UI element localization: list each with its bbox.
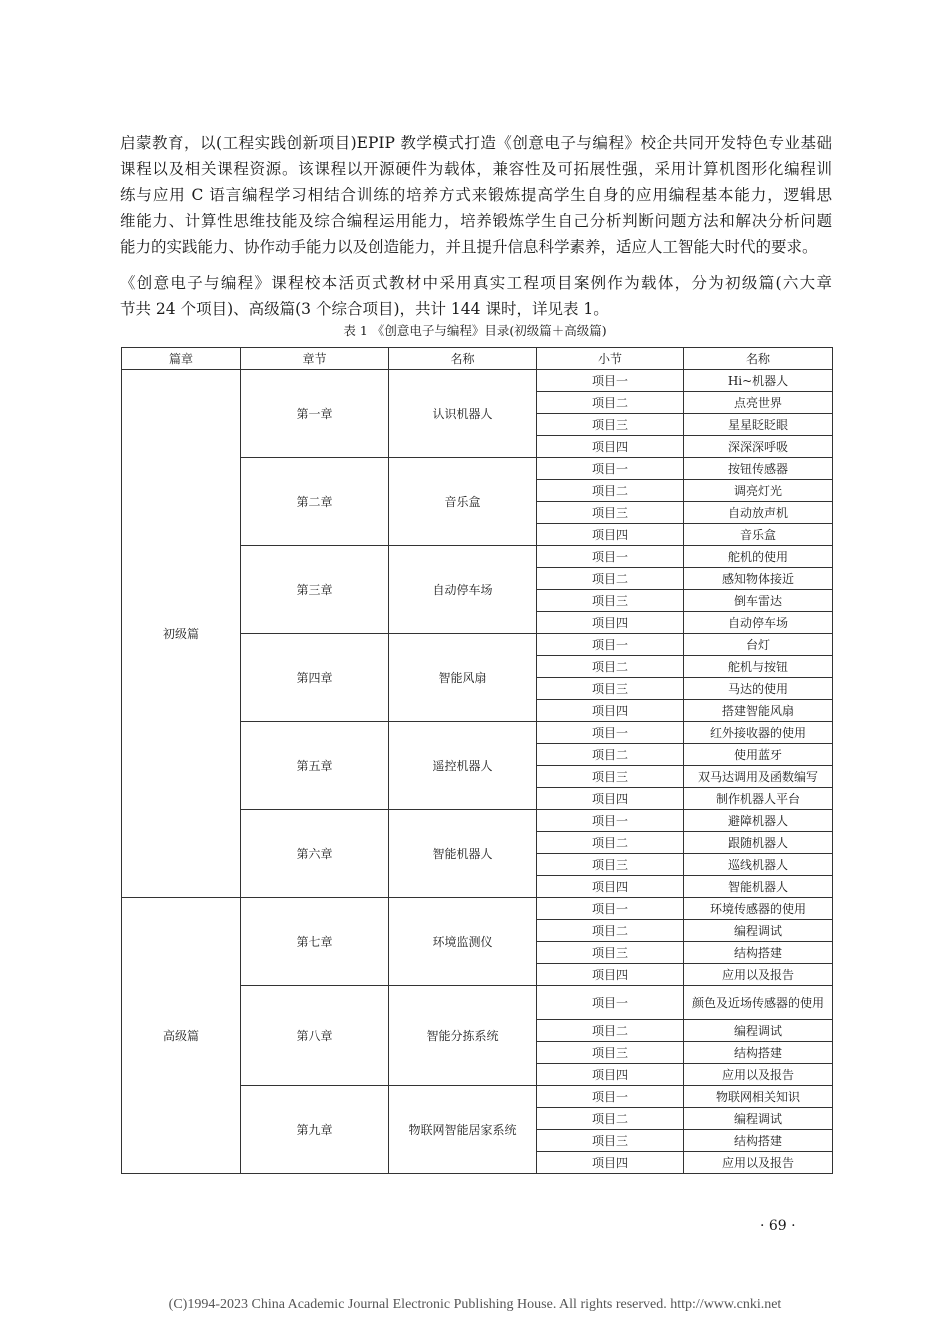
section-name-cell: 跟随机器人	[684, 832, 833, 854]
section-name-cell: 自动放声机	[684, 502, 833, 524]
section-cell: 项目二	[537, 1108, 684, 1130]
section-cell: 项目一	[537, 722, 684, 744]
chapter-cell: 第一章	[241, 370, 389, 458]
table-caption: 表 1 《创意电子与编程》目录(初级篇＋高级篇)	[343, 323, 607, 338]
section-cell: 项目四	[537, 524, 684, 546]
section-name-cell: 物联网相关知识	[684, 1086, 833, 1108]
section-name-cell: 结构搭建	[684, 1130, 833, 1152]
section-name-cell: 避障机器人	[684, 810, 833, 832]
section-name-cell: 舵机与按钮	[684, 656, 833, 678]
text-line: 练与应用 C 语言编程学习相结合训练的培养方式来锻炼提高学生自身的应用编程基本能力，逻辑思	[120, 186, 832, 204]
section-name-cell: 音乐盒	[684, 524, 833, 546]
section-cell: 项目四	[537, 700, 684, 722]
section-cell: 项目三	[537, 854, 684, 876]
chapter-title-cell: 音乐盒	[389, 458, 537, 546]
text-line: 节共 24 个项目)、高级篇(3 个综合项目)，共计 144 课时，详见表 1。	[120, 300, 609, 318]
header-chapter: 章节	[241, 348, 389, 370]
text-line: 《创意电子与编程》课程校本活页式教材中采用真实工程项目案例作为载体，分为初级篇(六大章	[120, 274, 832, 292]
section-cell: 项目三	[537, 678, 684, 700]
section-cell: 项目二	[537, 744, 684, 766]
chapter-title-cell: 智能风扇	[389, 634, 537, 722]
chapter-cell: 第二章	[241, 458, 389, 546]
table-header-row	[122, 348, 833, 370]
section-cell: 项目三	[537, 766, 684, 788]
section-name-cell: 制作机器人平台	[684, 788, 833, 810]
section-name-cell: 马达的使用	[684, 678, 833, 700]
table-row	[122, 898, 833, 920]
section-name-cell: 使用蓝牙	[684, 744, 833, 766]
section-name-cell: 颜色及近场传感器的使用	[684, 986, 833, 1020]
section-name-cell: 星星眨眨眼	[684, 414, 833, 436]
page-number: · 69 ·	[760, 1218, 796, 1234]
section-cell: 项目一	[537, 986, 684, 1020]
section-cell: 项目三	[537, 590, 684, 612]
section-cell: 项目一	[537, 898, 684, 920]
chapter-title-cell: 物联网智能居家系统	[389, 1086, 537, 1174]
section-cell: 项目三	[537, 502, 684, 524]
section-cell: 项目四	[537, 436, 684, 458]
chapter-cell: 第八章	[241, 986, 389, 1086]
section-cell: 项目四	[537, 612, 684, 634]
part-cell: 初级篇	[122, 370, 241, 898]
text-line: 能力的实践能力、协作动手能力以及创造能力，并且提升信息科学素养，适应人工智能大时代的要求。	[120, 238, 818, 256]
header-section: 小节	[537, 348, 684, 370]
chapter-title-cell: 智能分拣系统	[389, 986, 537, 1086]
section-name-cell: 结构搭建	[684, 942, 833, 964]
section-name-cell: 台灯	[684, 634, 833, 656]
header-section-name: 名称	[684, 348, 833, 370]
section-name-cell: 舵机的使用	[684, 546, 833, 568]
section-name-cell: 调亮灯光	[684, 480, 833, 502]
section-name-cell: 按钮传感器	[684, 458, 833, 480]
header-chapter-name: 名称	[389, 348, 537, 370]
section-name-cell: 巡线机器人	[684, 854, 833, 876]
body-paragraph-1	[120, 130, 832, 260]
chapter-cell: 第六章	[241, 810, 389, 898]
section-name-cell: 深深深呼吸	[684, 436, 833, 458]
chapter-title-cell: 智能机器人	[389, 810, 537, 898]
section-name-cell: 红外接收器的使用	[684, 722, 833, 744]
section-name-cell: 自动停车场	[684, 612, 833, 634]
chapter-cell: 第三章	[241, 546, 389, 634]
section-cell: 项目四	[537, 788, 684, 810]
section-cell: 项目二	[537, 920, 684, 942]
chapter-title-cell: 自动停车场	[389, 546, 537, 634]
section-name-cell: 搭建智能风扇	[684, 700, 833, 722]
section-name-cell: 应用以及报告	[684, 964, 833, 986]
section-cell: 项目二	[537, 480, 684, 502]
section-cell: 项目三	[537, 1042, 684, 1064]
toc-table	[121, 347, 833, 1174]
text-line: 启蒙教育，以(工程实践创新项目)EPIP 教学模式打造《创意电子与编程》校企共同开发特色专业基础	[120, 134, 832, 152]
section-cell: 项目二	[537, 1020, 684, 1042]
section-cell: 项目二	[537, 392, 684, 414]
chapter-cell: 第九章	[241, 1086, 389, 1174]
section-name-cell: 应用以及报告	[684, 1152, 833, 1174]
section-cell: 项目四	[537, 964, 684, 986]
chapter-title-cell: 认识机器人	[389, 370, 537, 458]
header-part: 篇章	[122, 348, 241, 370]
part-cell: 高级篇	[122, 898, 241, 1174]
section-cell: 项目三	[537, 414, 684, 436]
section-name-cell: 应用以及报告	[684, 1064, 833, 1086]
section-cell: 项目二	[537, 568, 684, 590]
section-name-cell: 倒车雷达	[684, 590, 833, 612]
section-cell: 项目四	[537, 1152, 684, 1174]
section-name-cell: 环境传感器的使用	[684, 898, 833, 920]
chapter-cell: 第七章	[241, 898, 389, 986]
section-cell: 项目二	[537, 656, 684, 678]
section-name-cell: 编程调试	[684, 920, 833, 942]
copyright-footer: (C)1994-2023 China Academic Journal Electronic Publishing House. All rights reserved. http://www.cnki.net	[168, 1297, 782, 1312]
section-cell: 项目三	[537, 942, 684, 964]
section-cell: 项目四	[537, 876, 684, 898]
section-name-cell: 结构搭建	[684, 1042, 833, 1064]
table-row	[122, 370, 833, 392]
section-cell: 项目二	[537, 832, 684, 854]
text-line: 维能力、计算性思维技能及综合编程运用能力，培养锻炼学生自己分析判断问题方法和解决分析问题	[120, 212, 832, 230]
body-paragraph-2	[120, 270, 832, 322]
section-cell: 项目一	[537, 1086, 684, 1108]
chapter-title-cell: 环境监测仪	[389, 898, 537, 986]
section-cell: 项目三	[537, 1130, 684, 1152]
section-name-cell: 智能机器人	[684, 876, 833, 898]
section-cell: 项目一	[537, 458, 684, 480]
section-name-cell: 编程调试	[684, 1020, 833, 1042]
chapter-cell: 第四章	[241, 634, 389, 722]
section-name-cell: 感知物体接近	[684, 568, 833, 590]
section-name-cell: 点亮世界	[684, 392, 833, 414]
section-name-cell: Hi~机器人	[684, 370, 833, 392]
section-name-cell: 编程调试	[684, 1108, 833, 1130]
section-cell: 项目一	[537, 634, 684, 656]
chapter-title-cell: 遥控机器人	[389, 722, 537, 810]
section-cell: 项目四	[537, 1064, 684, 1086]
chapter-cell: 第五章	[241, 722, 389, 810]
section-cell: 项目一	[537, 810, 684, 832]
section-cell: 项目一	[537, 370, 684, 392]
section-cell: 项目一	[537, 546, 684, 568]
text-line: 课程以及相关课程资源。该课程以开源硬件为载体，兼容性及可拓展性强，采用计算机图形化编程训	[120, 160, 832, 178]
section-name-cell: 双马达调用及函数编写	[684, 766, 833, 788]
